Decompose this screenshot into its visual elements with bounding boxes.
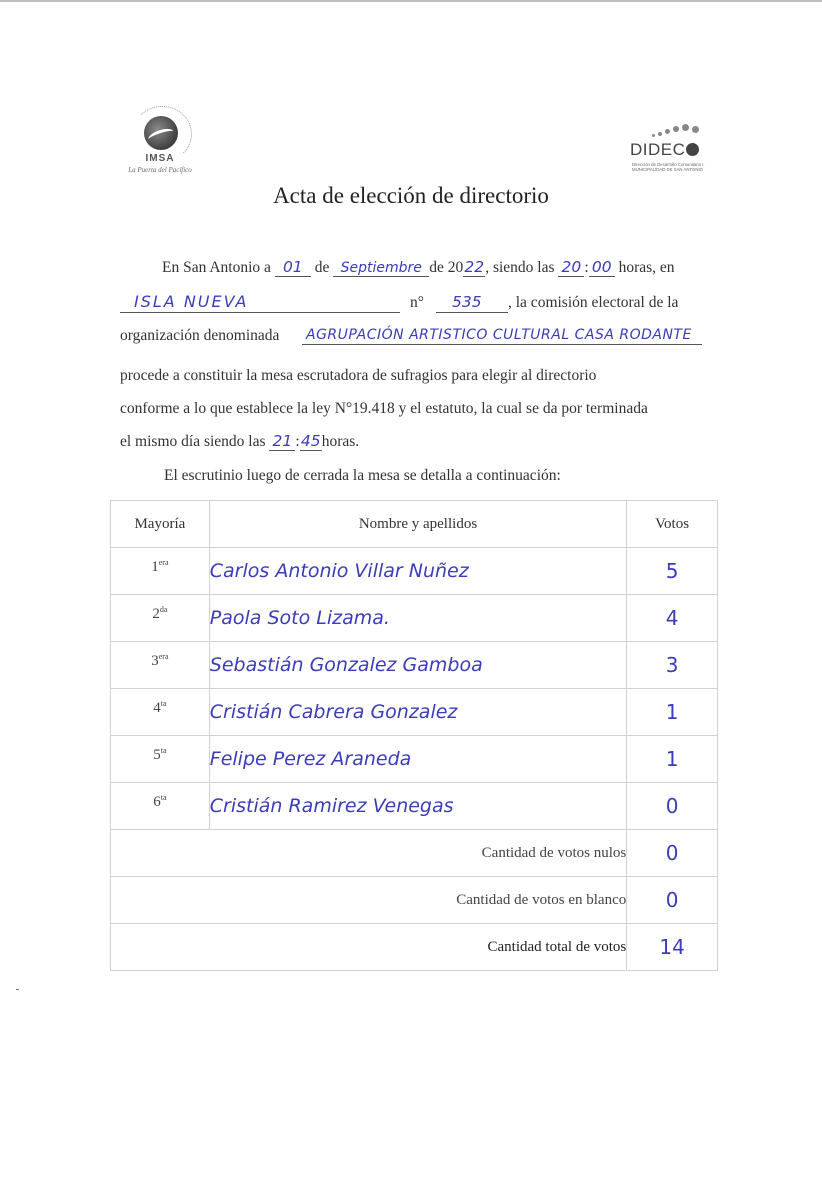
- day-field: 01: [275, 258, 311, 277]
- candidate-votes: 3: [627, 642, 718, 689]
- text-horas-en: horas, en: [618, 259, 675, 276]
- text-horas: horas.: [321, 433, 360, 450]
- candidate-votes: 4: [627, 595, 718, 642]
- candidate-name: Cristián Ramirez Venegas: [209, 783, 626, 830]
- scrutiny-line: El escrutinio luego de cerrada la mesa se detalla a continuación:: [164, 467, 561, 484]
- candidate-name: Paola Soto Lizama.: [209, 595, 626, 642]
- intro-line-3: [120, 322, 710, 350]
- dots-icon: [652, 124, 704, 138]
- hour-field: 20: [558, 258, 584, 277]
- rank-label: $5^{ta}$: [153, 746, 167, 763]
- intro-line-1: [162, 258, 722, 286]
- scan-mark: [16, 989, 19, 990]
- text-mismo-dia: el mismo día siendo las: [120, 433, 266, 450]
- candidate-name: Sebastián Gonzalez Gamboa: [209, 642, 626, 689]
- imsa-tagline: La Puerta del Pacífico: [128, 166, 192, 174]
- dideco-logo: [628, 124, 720, 180]
- table-row: [111, 783, 718, 830]
- year-field: 22: [464, 258, 485, 276]
- header-votos: Votos: [627, 501, 718, 548]
- dideco-name: DIDEC: [630, 140, 699, 160]
- imsa-logo: [118, 108, 202, 178]
- end-minute-field: 45: [300, 432, 321, 450]
- number-field: 535: [436, 290, 508, 313]
- votes-table: [110, 500, 718, 971]
- place-field: ISLA NUEVA: [120, 290, 400, 313]
- text-comision: , la comisión electoral de la: [508, 294, 679, 311]
- table-row: [111, 689, 718, 736]
- paragraph-line-2: procede a constituir la mesa escrutadora de sufragios para elegir al directorio: [120, 367, 597, 384]
- rank-label: $1^{era}$: [151, 558, 169, 575]
- candidate-votes: 1: [627, 736, 718, 783]
- null-votes-label: Cantidad de votos nulos: [111, 830, 627, 877]
- candidate-votes: 5: [627, 548, 718, 595]
- text-de-20: de 20: [429, 259, 464, 276]
- text-san-antonio: En San Antonio a: [162, 259, 271, 276]
- dideco-subtitle: Dirección de Desarrollo Comunitario I. MUNICIPALIDAD DE SAN ANTONIO: [632, 162, 705, 172]
- end-time-separator: :: [295, 433, 300, 450]
- candidate-votes: 0: [627, 783, 718, 830]
- summary-row-blanco: [111, 877, 718, 924]
- text-numero: n°: [410, 294, 424, 311]
- page-title: Acta de elección de directorio: [273, 183, 549, 208]
- header-mayoria: Mayoría: [111, 501, 210, 548]
- candidate-name: Cristián Cabrera Gonzalez: [209, 689, 626, 736]
- month-field: Septiembre: [333, 260, 429, 277]
- table-row: [111, 736, 718, 783]
- time-separator: :: [584, 259, 589, 276]
- intro-line-2: [120, 290, 710, 318]
- rank-label: $4^{ta}$: [153, 699, 167, 716]
- blank-votes-value: 0: [627, 877, 718, 924]
- organization-field: AGRUPACIÓN ARTISTICO CULTURAL CASA RODANTE: [302, 322, 702, 345]
- rank-label: $3^{era}$: [151, 652, 169, 669]
- total-votes-value: 14: [627, 924, 718, 971]
- paragraph-line-3: conforme a lo que establece la ley N°19.418 y el estatuto, la cual se da por terminada: [120, 400, 648, 417]
- text-organizacion: organización denominada: [120, 327, 280, 344]
- text-de: de: [314, 259, 330, 276]
- table-header-row: [111, 501, 718, 548]
- table-row: [111, 595, 718, 642]
- rank-label: $6^{ta}$: [153, 793, 167, 810]
- header-nombre: Nombre y apellidos: [209, 501, 626, 548]
- minute-field: 00: [589, 258, 615, 277]
- table-row: [111, 642, 718, 689]
- total-votes-label: Cantidad total de votos: [111, 924, 627, 971]
- text-siendo: , siendo las: [485, 259, 555, 276]
- rank-label: $2^{da}$: [152, 605, 168, 622]
- candidate-votes: 1: [627, 689, 718, 736]
- intro-line-6: [120, 432, 710, 460]
- table-row: [111, 548, 718, 595]
- candidate-name: Felipe Perez Araneda: [209, 736, 626, 783]
- blank-votes-label: Cantidad de votos en blanco: [111, 877, 627, 924]
- summary-row-total: [111, 924, 718, 971]
- summary-row-nulos: [111, 830, 718, 877]
- null-votes-value: 0: [627, 830, 718, 877]
- candidate-name: Carlos Antonio Villar Nuñez: [209, 548, 626, 595]
- o-circle-icon: [686, 143, 699, 156]
- end-hour-field: 21: [269, 432, 295, 451]
- imsa-name: IMSA: [145, 153, 175, 164]
- scan-edge: [0, 0, 822, 2]
